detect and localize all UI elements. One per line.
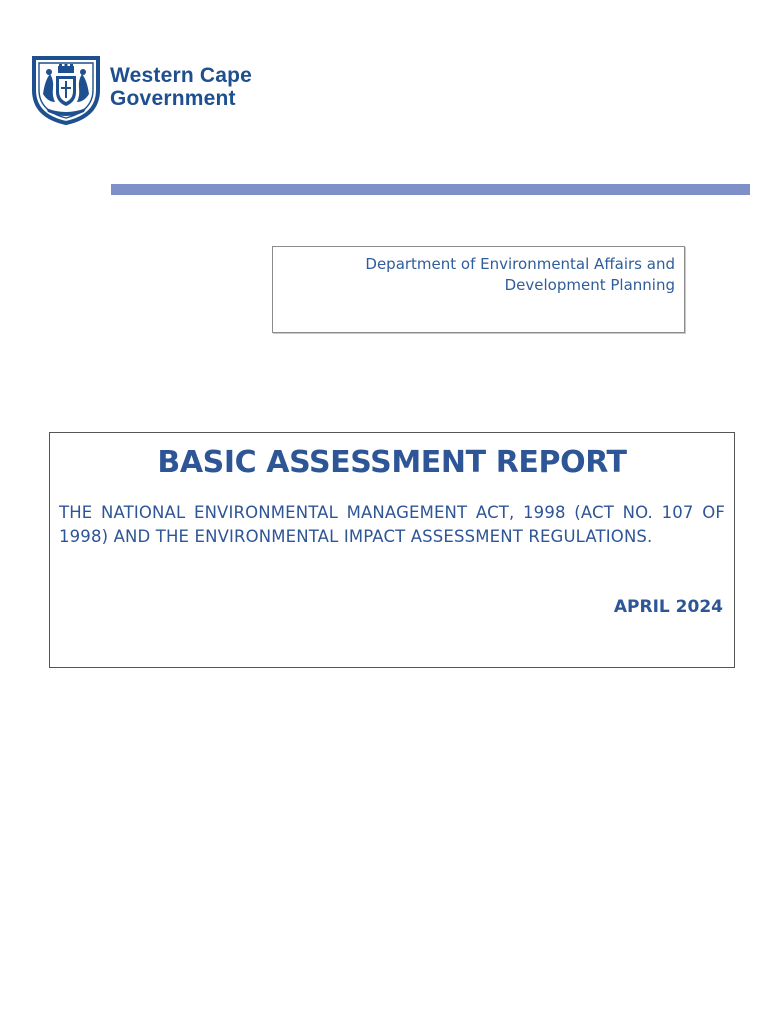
report-title: BASIC ASSESSMENT REPORT [157, 445, 627, 480]
logo-line-government: Government [110, 87, 236, 110]
western-cape-government-logo [28, 50, 288, 126]
department-box [272, 246, 685, 333]
logo-line-western-cape: Western Cape [110, 64, 253, 87]
logo-wordmark [110, 64, 252, 110]
report-subtitle: THE NATIONAL ENVIRONMENTAL MANAGEMENT ACT, 1998 (ACT NO. 107 OF 1998) AND THE ENVIRONMENTAL IMPACT ASSESSMENT REGULATIONS. [59, 503, 725, 546]
header-divider-bar [111, 184, 750, 195]
department-line-1: Department of Environmental Affairs and [365, 255, 675, 273]
coat-of-arms-icon [28, 50, 104, 126]
report-title-box [49, 432, 735, 668]
department-line-2: Development Planning [504, 276, 675, 294]
report-date: APRIL 2024 [613, 597, 723, 617]
